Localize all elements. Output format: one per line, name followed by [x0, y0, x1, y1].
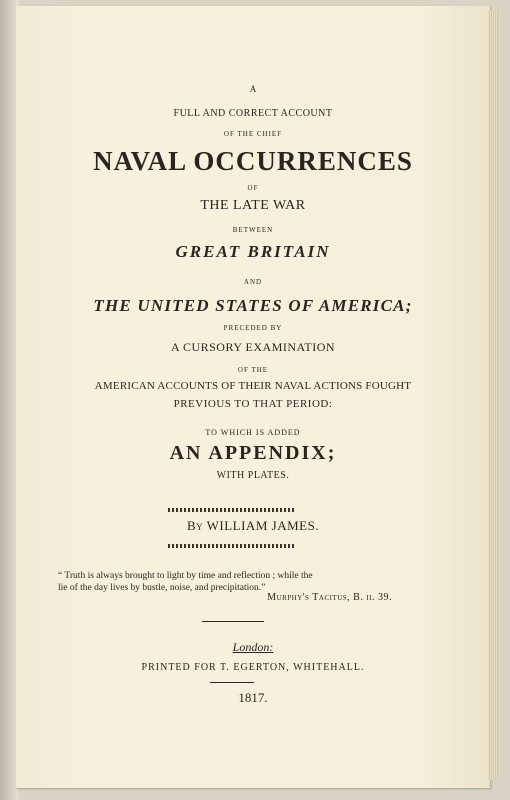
epigraph-line-2: lie of the day lives by bustle, noise, and precipitation.” — [58, 583, 266, 593]
great-britain: GREAT BRITAIN — [175, 242, 331, 261]
ornamental-rule-bottom — [168, 544, 294, 548]
divider-line — [202, 621, 264, 622]
author-line: By WILLIAM JAMES. — [186, 518, 320, 533]
main-title: NAVAL OCCURRENCES — [93, 146, 413, 176]
cursory-examination: A CURSORY EXAMINATION — [170, 340, 336, 354]
appendix-title: AN APPENDIX; — [169, 442, 337, 464]
line-between: BETWEEN — [232, 226, 274, 234]
previous-period: PREVIOUS TO THAT PERIOD: — [173, 398, 333, 410]
with-plates: WITH PLATES. — [216, 470, 290, 481]
line-full-account: FULL AND CORRECT ACCOUNT — [173, 108, 333, 119]
divider-line-short — [210, 682, 254, 683]
line-a: A — [249, 84, 257, 94]
to-which-added: TO WHICH IS ADDED — [205, 428, 301, 437]
line-and: AND — [243, 278, 263, 286]
preceded-by: PRECEDED BY — [223, 324, 283, 332]
line-of-the-chief: OF THE CHIEF — [223, 130, 283, 138]
united-states: THE UNITED STATES OF AMERICA; — [93, 296, 413, 315]
line-late-war: THE LATE WAR — [200, 198, 306, 213]
printer-line: PRINTED FOR T. EGERTON, WHITEHALL. — [141, 662, 365, 673]
epigraph-line-1: “ Truth is always brought to light by time and reflection ; while the — [58, 571, 313, 581]
american-accounts: AMERICAN ACCOUNTS OF THEIR NAVAL ACTIONS FOUGHT — [94, 380, 412, 392]
year: 1817. — [238, 690, 268, 705]
epigraph-source: Murphy's Tacitus, B. ii. 39. — [267, 592, 392, 603]
place-london: London: — [232, 640, 274, 654]
line-of: OF — [247, 184, 259, 192]
ornamental-rule-top — [168, 508, 294, 512]
line-of-the: OF THE — [237, 366, 269, 374]
